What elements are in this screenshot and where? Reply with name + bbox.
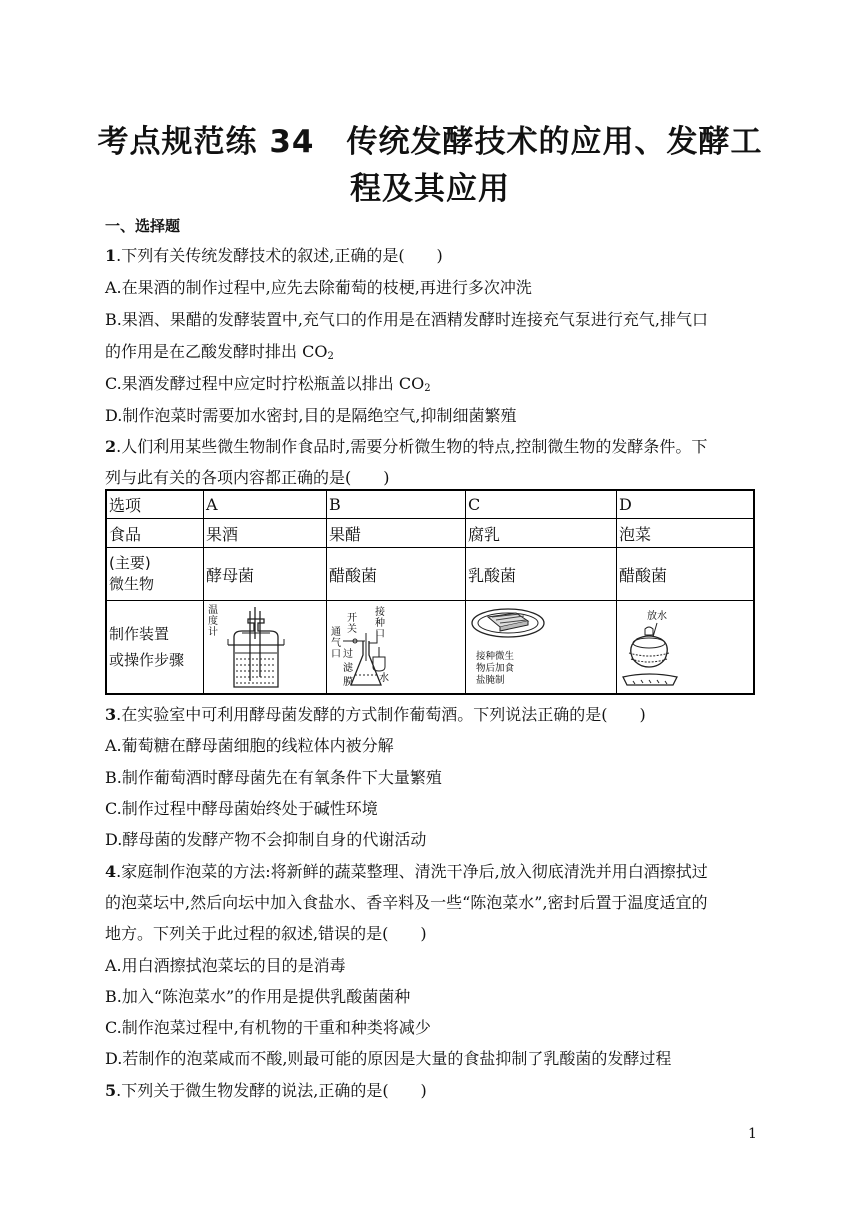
table-cell: 果醋 xyxy=(327,519,466,548)
page-title-line1: 考点规范练 34 传统发酵技术的应用、发酵工 xyxy=(97,124,763,160)
fig-label: 温 xyxy=(208,605,218,616)
table-cell: 腐乳 xyxy=(466,519,617,548)
question-2-stem-line1 xyxy=(105,437,707,457)
question-number: 3 xyxy=(105,705,117,724)
table-cell: 醋酸菌 xyxy=(327,548,466,601)
table-cell: B xyxy=(327,490,466,519)
cell-line: 微生物 xyxy=(109,575,155,593)
fig-label: 口 xyxy=(331,649,341,660)
table-row xyxy=(106,490,754,519)
fig-label: 盐腌制 xyxy=(476,675,505,686)
question-text: .下列有关传统发酵技术的叙述,正确的是( ) xyxy=(116,246,443,265)
question-text: .在实验室中可利用酵母菌发酵的方式制作葡萄酒。下列说法正确的是( ) xyxy=(116,705,646,724)
table-cell: 食品 xyxy=(106,519,204,548)
table-cell: 选项 xyxy=(106,490,204,519)
fig-label: 物后加食 xyxy=(476,663,515,674)
q1-option-b-line2 xyxy=(105,342,334,367)
subscript: 2 xyxy=(424,383,431,394)
table-cell: 泡菜 xyxy=(617,519,755,548)
q3-option-b: B.制作葡萄酒时酵母菌先在有氧条件下大量繁殖 xyxy=(105,768,442,787)
subscript: 2 xyxy=(327,351,334,362)
page-number: 1 xyxy=(748,1126,757,1142)
fig-label: 气 xyxy=(331,638,341,649)
wine-fermentation-bottle-figure xyxy=(206,603,324,691)
question-4-stem-line2: 的泡菜坛中,然后向坛中加入食盐水、香辛料及一些“陈泡菜水”,密封后置于温度适宜的 xyxy=(105,893,708,912)
question-3-stem xyxy=(105,705,646,725)
question-4-stem-line1 xyxy=(105,862,708,882)
fig-label: 放水 xyxy=(647,611,667,622)
question-text: .下列关于微生物发酵的说法,正确的是( ) xyxy=(116,1081,427,1100)
q4-option-b: B.加入“陈泡菜水”的作用是提供乳酸菌菌种 xyxy=(105,987,411,1006)
fig-label: 关 xyxy=(347,624,357,635)
q3-option-c: C.制作过程中酵母菌始终处于碱性环境 xyxy=(105,799,378,818)
q4-option-d: D.若制作的泡菜咸而不酸,则最可能的原因是大量的食盐抑制了乳酸菌的发酵过程 xyxy=(105,1049,672,1068)
table-cell: 酵母菌 xyxy=(204,548,327,601)
fig-label: 接 xyxy=(375,607,385,618)
fig-label: 滤 xyxy=(343,663,353,674)
cell-line: 或操作步骤 xyxy=(109,651,185,669)
table-cell xyxy=(204,601,327,695)
cell-line: 制作装置 xyxy=(109,625,170,643)
table-cell: D xyxy=(617,490,755,519)
table-cell xyxy=(327,601,466,695)
cell-line: (主要) xyxy=(109,554,151,572)
table-cell xyxy=(466,601,617,695)
q4-option-c: C.制作泡菜过程中,有机物的干重和种类将减少 xyxy=(105,1018,431,1037)
table-cell: 果酒 xyxy=(204,519,327,548)
q1-option-d: D.制作泡菜时需要加水密封,目的是隔绝空气,抑制细菌繁殖 xyxy=(105,406,517,425)
table-cell: 醋酸菌 xyxy=(617,548,755,601)
question-text: .人们利用某些微生物制作食品时,需要分析微生物的特点,控制微生物的发酵条件。下 xyxy=(116,437,708,456)
fig-label: 口 xyxy=(375,629,385,640)
question-5-stem xyxy=(105,1081,427,1101)
page-title-line2: 程及其应用 xyxy=(350,171,510,207)
vinegar-fermentation-flask-figure xyxy=(329,603,463,691)
section-heading: 一、选择题 xyxy=(105,217,181,235)
table-cell: 乳酸菌 xyxy=(466,548,617,601)
q1-option-a: A.在果酒的制作过程中,应先去除葡萄的枝梗,再进行多次冲洗 xyxy=(105,278,532,297)
table-cell: A xyxy=(204,490,327,519)
q1-option-c-text: C.果酒发酵过程中应定时拧松瓶盖以排出 CO xyxy=(105,374,425,393)
question-number: 2 xyxy=(105,437,117,456)
question-number: 1 xyxy=(105,246,117,265)
table-row xyxy=(106,519,754,548)
question-number: 5 xyxy=(105,1081,117,1100)
q3-option-a: A.葡萄糖在酵母菌细胞的线粒体内被分解 xyxy=(105,736,394,755)
table-cell xyxy=(617,601,755,695)
table-row xyxy=(106,601,754,695)
options-table xyxy=(105,489,755,695)
q3-option-d: D.酵母菌的发酵产物不会抑制自身的代谢活动 xyxy=(105,830,427,849)
fig-label: 开 xyxy=(347,613,357,624)
fig-label: 过 xyxy=(343,649,353,660)
fig-label: 膜 xyxy=(343,677,353,688)
table-cell xyxy=(106,601,204,695)
fig-label: 水 xyxy=(379,673,389,684)
fig-label: 度 xyxy=(208,616,218,627)
pickle-jar-figure xyxy=(619,603,751,691)
question-1-stem xyxy=(105,246,443,266)
q1-option-c xyxy=(105,374,431,399)
fig-label: 种 xyxy=(375,618,385,629)
q1-option-b-text: 的作用是在乙酸发酵时排出 CO xyxy=(105,342,328,361)
question-number: 4 xyxy=(105,862,117,881)
question-text: .家庭制作泡菜的方法:将新鲜的蔬菜整理、清洗干净后,放入彻底清洗并用白酒擦拭过 xyxy=(116,862,708,881)
fermented-tofu-tray-figure xyxy=(468,603,614,691)
q4-option-a: A.用白酒擦拭泡菜坛的目的是消毒 xyxy=(105,956,346,975)
fig-label: 通 xyxy=(331,627,341,638)
fig-label: 接种微生 xyxy=(476,651,515,662)
table-cell: C xyxy=(466,490,617,519)
table-cell xyxy=(106,548,204,601)
q1-option-b-line1: B.果酒、果醋的发酵装置中,充气口的作用是在酒精发酵时连接充气泵进行充气,排气口 xyxy=(105,310,709,329)
question-4-stem-line3: 地方。下列关于此过程的叙述,错误的是( ) xyxy=(105,924,427,943)
table-row xyxy=(106,548,754,601)
fig-label: 计 xyxy=(208,627,218,638)
question-2-stem-line2: 列与此有关的各项内容都正确的是( ) xyxy=(105,468,390,487)
